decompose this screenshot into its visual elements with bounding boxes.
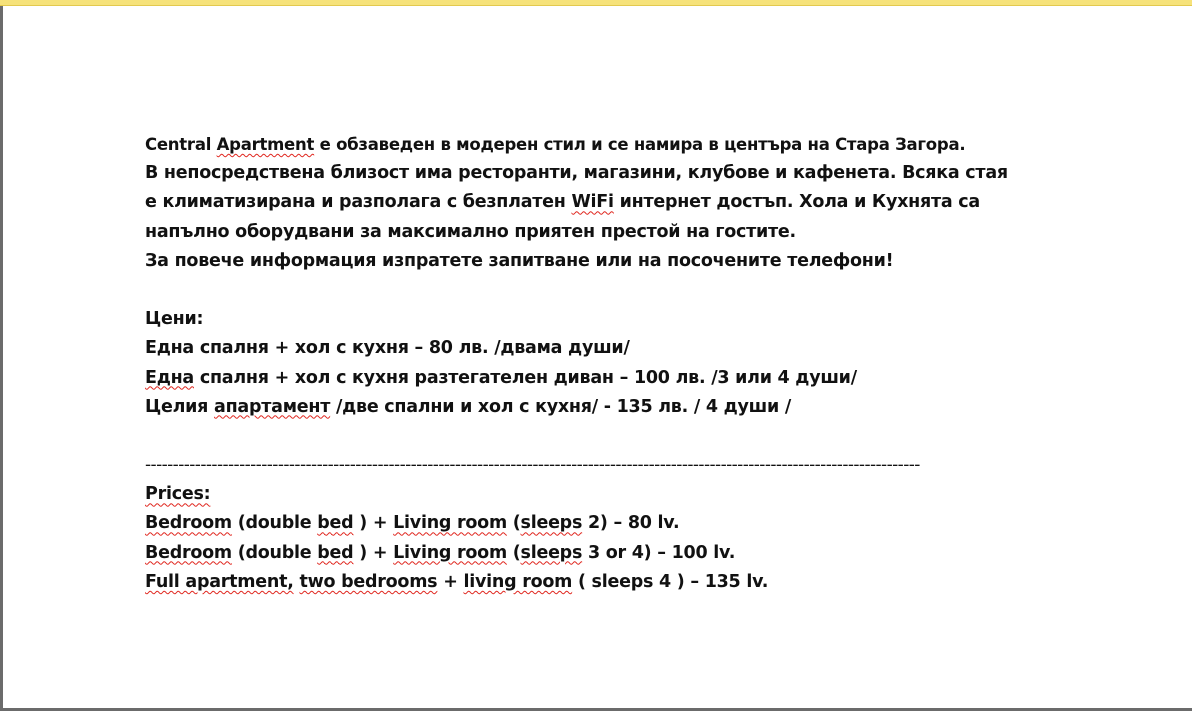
blank-line — [145, 276, 1085, 305]
text-fragment: + — [437, 571, 464, 592]
intro-line-3-before: е климатизирана и разполага с безплатен — [145, 192, 572, 213]
price-bg-item-2 — [145, 364, 1085, 393]
prices-en-heading — [145, 480, 1085, 509]
text-fragment: 3 or 4) – 100 lv. — [582, 542, 736, 563]
text-fragment: ) + — [353, 542, 394, 563]
price-en-item-1 — [145, 509, 1085, 538]
prices-bg-heading: Цени: — [145, 309, 204, 330]
misspelled-word: sleeps — [520, 542, 583, 563]
misspelled-word: two bedrooms — [299, 571, 438, 592]
document-body — [145, 130, 1085, 597]
misspelled-word: Living room — [393, 542, 507, 563]
price-en-item-2 — [145, 539, 1085, 568]
misspelled-word: Full apartment, — [145, 571, 294, 592]
intro-line-3-after: интернет достъп. Хола и Кухнята са — [613, 192, 980, 213]
business-name: Central — [145, 135, 212, 154]
misspelled-word: апартамент — [214, 396, 331, 417]
dashed-divider: -------------------------------------------------------------------------------------------------------------------------------------------- — [145, 455, 920, 476]
intro-line-2: В непосредствена близост има ресторанти, магазини, клубове и кафенета. Всяка стая — [145, 163, 1008, 184]
frame-border-left — [0, 6, 3, 711]
intro-line-5: За повече информация изпратете запитване или на посочените телефони! — [145, 250, 894, 271]
misspelled-word: bed — [317, 513, 354, 534]
misspelled-word-wifi: WiFi — [571, 192, 614, 213]
top-highlight-strip — [0, 0, 1192, 6]
misspelled-word: Living room — [393, 513, 507, 534]
blank-line — [145, 422, 1085, 451]
intro-line-1-text: е обзаведен в модерен стил и се намира в центъра на Стара Загора. — [314, 135, 966, 154]
misspelled-word: Apartment — [216, 135, 315, 154]
misspelled-word: Bedroom — [145, 513, 232, 534]
misspelled-word: Prices: — [145, 484, 211, 505]
misspelled-word: living room — [463, 571, 573, 592]
price-en-item-3 — [145, 568, 1085, 597]
intro-line-3 — [145, 188, 1085, 217]
text-fragment: (double — [231, 542, 318, 563]
text-fragment: ( sleeps 4 ) – 135 lv. — [572, 571, 769, 592]
misspelled-word: bed — [317, 542, 354, 563]
text-fragment: (double — [231, 513, 318, 534]
misspelled-word: Bedroom — [145, 542, 232, 563]
price-bg-item-3-text: /две спални и хол с кухня/ - 135 лв. / 4 души / — [330, 396, 791, 417]
intro-line-1 — [145, 130, 1085, 159]
price-bg-item-3 — [145, 393, 1085, 422]
intro-line-4: напълно оборудвани за максимално приятен престой на гостите. — [145, 221, 796, 242]
misspelled-word: Една — [145, 367, 194, 388]
text-fragment: ( — [506, 542, 521, 563]
text-fragment: ( — [506, 513, 521, 534]
text-fragment: 2) – 80 lv. — [582, 513, 680, 534]
price-bg-item-1: Една спалня + хол с кухня – 80 лв. /двама души/ — [145, 338, 630, 359]
price-bg-item-3-before: Целия — [145, 396, 215, 417]
misspelled-word: sleeps — [520, 513, 583, 534]
text-fragment: ) + — [353, 513, 394, 534]
price-bg-item-2-text: спалня + хол с кухня разтегателен диван – 100 лв. /3 или 4 души/ — [194, 367, 857, 388]
